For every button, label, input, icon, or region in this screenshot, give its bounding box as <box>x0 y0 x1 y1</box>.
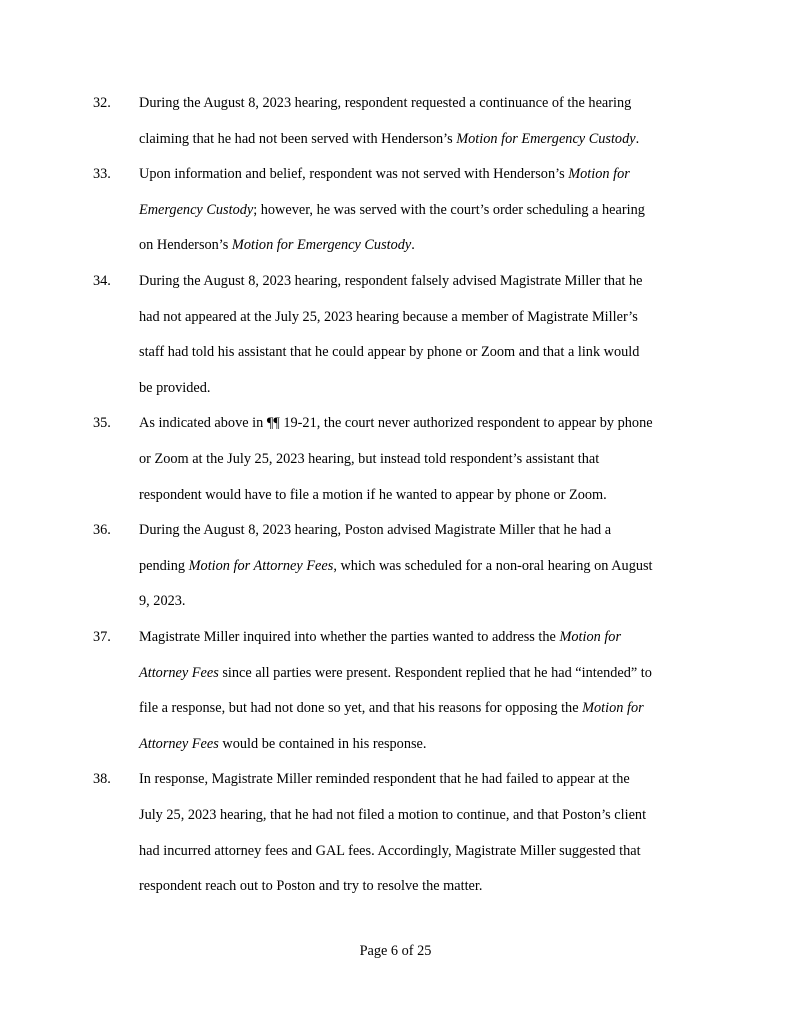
paragraph-line <box>139 228 415 264</box>
text-run: During the August 8, 2023 hearing, Poston advised Magistrate Miller that he had a <box>139 522 612 539</box>
paragraph-line <box>139 193 645 229</box>
text-run: July 25, 2023 hearing, that he had not filed a motion to continue, and that Poston’s client <box>139 806 647 823</box>
paragraph-line <box>139 86 631 122</box>
paragraph-number: 32. <box>93 95 111 111</box>
text-run: respondent reach out to Poston and try to resolve the matter. <box>139 878 483 895</box>
text-run: ; however, he was served with the court’s order scheduling a hearing <box>253 201 645 218</box>
paragraph-line <box>139 691 644 727</box>
text-run: , which was scheduled for a non-oral hearing on August <box>333 557 653 574</box>
paragraph-line <box>139 798 646 834</box>
paragraph-line <box>139 442 599 478</box>
paragraph-line <box>139 869 482 905</box>
text-run: 9, 2023. <box>139 593 186 610</box>
text-run: In response, Magistrate Miller reminded respondent that he had failed to appear at the <box>139 771 630 788</box>
paragraph-line <box>139 727 426 763</box>
text-run: claiming that he had not been served with Henderson’s <box>139 130 457 147</box>
text-run: on Henderson’s <box>139 237 232 254</box>
paragraph-line <box>139 122 639 158</box>
text-run: During the August 8, 2023 hearing, respondent requested a continuance of the hearing <box>139 95 632 111</box>
italic-text: Motion for Attorney Fees <box>188 557 334 574</box>
paragraph-number: 34. <box>93 273 111 289</box>
italic-text: Attorney Fees <box>139 735 219 752</box>
paragraph-line <box>139 335 639 371</box>
text-run: respondent would have to file a motion if he wanted to appear by phone or Zoom. <box>139 486 607 503</box>
paragraph-line <box>139 513 611 549</box>
text-run: file a response, but had not done so yet, and that his reasons for opposing the <box>139 700 583 717</box>
text-run: since all parties were present. Respondent replied that he had “intended” to <box>218 664 652 681</box>
paragraph-line <box>139 584 185 620</box>
paragraph-number: 33. <box>93 166 111 183</box>
text-run: . <box>635 130 640 147</box>
paragraph-line <box>139 549 653 585</box>
text-run: staff had told his assistant that he could appear by phone or Zoom and that a link would <box>139 344 640 361</box>
italic-text: Motion for Emergency Custody <box>456 130 636 147</box>
paragraph-line <box>139 157 630 193</box>
italic-text: Motion for <box>559 629 622 645</box>
text-run: would be contained in his response. <box>218 735 427 752</box>
paragraph-line <box>139 478 607 514</box>
paragraph-line <box>139 406 653 442</box>
text-run: pending <box>139 557 189 574</box>
text-run: During the August 8, 2023 hearing, respondent falsely advised Magistrate Miller that he <box>139 273 643 289</box>
text-run: As indicated above in ¶¶ 19-21, the court never authorized respondent to appear by phone <box>139 415 653 432</box>
italic-text: Emergency Custody <box>139 201 254 218</box>
text-run: Magistrate Miller inquired into whether the parties wanted to address the <box>139 629 560 645</box>
paragraph-line <box>139 656 652 692</box>
italic-text: Motion for Emergency Custody <box>231 237 412 254</box>
text-run: be provided. <box>139 379 211 396</box>
paragraph-line <box>139 300 638 336</box>
paragraph-line <box>139 264 642 300</box>
paragraph-line <box>139 371 210 407</box>
text-run: had not appeared at the July 25, 2023 hearing because a member of Magistrate Miller’s <box>139 308 638 325</box>
text-run: had incurred attorney fees and GAL fees. Accordingly, Magistrate Miller suggested that <box>139 842 641 859</box>
page-number-footer: Page 6 of 25 <box>359 943 432 959</box>
paragraph-line <box>139 762 630 798</box>
paragraph-number: 38. <box>93 771 111 788</box>
paragraph-number: 36. <box>93 522 111 539</box>
paragraph-line <box>139 834 641 870</box>
paragraph-line <box>139 620 621 656</box>
italic-text: Attorney Fees <box>139 664 219 681</box>
text-run: or Zoom at the July 25, 2023 hearing, but instead told respondent’s assistant that <box>139 450 600 467</box>
text-run: . <box>411 237 415 254</box>
paragraph-number: 35. <box>93 415 111 432</box>
italic-text: Motion for <box>582 700 644 717</box>
text-run: Upon information and belief, respondent was not served with Henderson’s <box>139 166 569 183</box>
paragraph-number: 37. <box>93 629 111 645</box>
italic-text: Motion for <box>568 166 630 183</box>
